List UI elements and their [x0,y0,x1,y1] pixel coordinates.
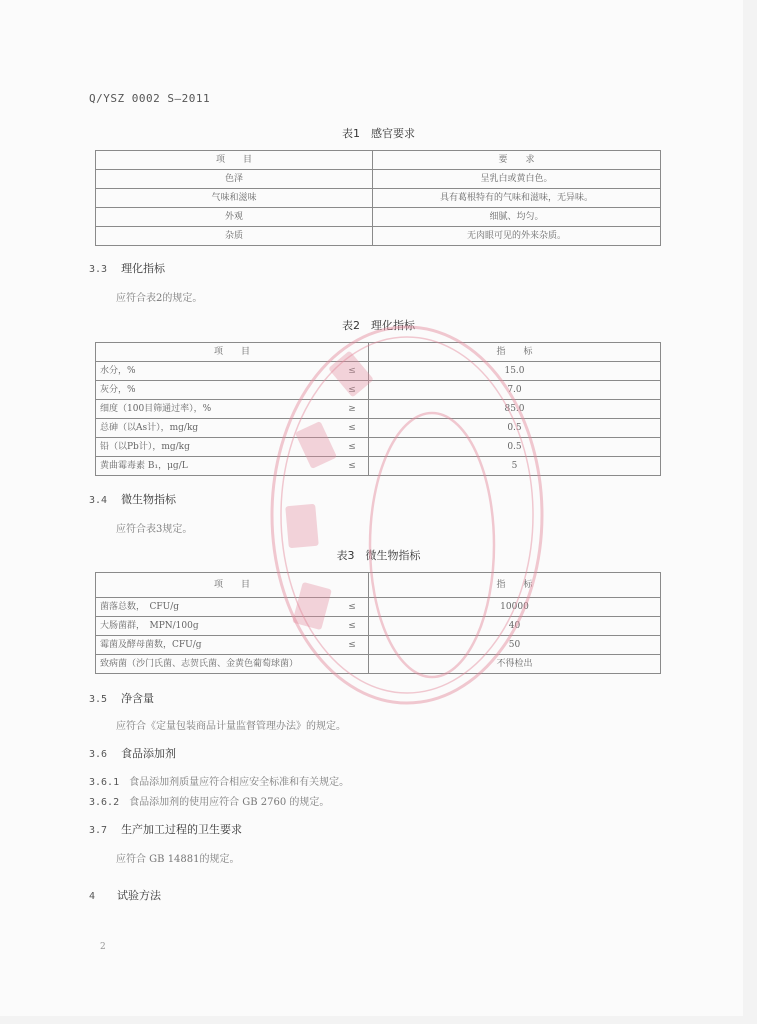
table3-cell-item: 致病菌（沙门氏菌、志贺氏菌、金黄色葡萄球菌） [96,655,337,674]
section-number: 3.7 [89,825,108,836]
section-number: 3.3 [89,264,108,275]
table2-cell-item: 水分，% [96,362,337,381]
table3-cell-operator: ≤ [336,598,369,617]
table3-header-row [96,573,661,598]
table1-header-item: 项 目 [96,151,373,170]
table-row [96,598,661,617]
table-row [96,170,661,189]
table2-cell-item: 铅（以Pb计），mg/kg [96,438,337,457]
section-3-5-text: 应符合《定量包装商品计量监督管理办法》的规定。 [116,721,346,732]
table-row [96,362,661,381]
section-3-4-text: 应符合表3规定。 [116,524,193,535]
table2-cell-operator: ≤ [336,362,369,381]
table3-cell-value: 50 [369,636,661,655]
table2 [95,342,661,476]
table-row [96,655,661,674]
table2-cell-operator: ≤ [336,419,369,438]
table2-header-index: 指 标 [369,343,661,362]
table3-cell-value: 40 [369,617,661,636]
table3-cell-operator: ≤ [336,617,369,636]
table-row [96,208,661,227]
table2-cell-item: 黄曲霉毒素 B₁，μg/L [96,457,337,476]
table3-caption: 表3 微生物指标 [336,549,421,562]
table-row [96,400,661,419]
section-3-6-heading [89,745,176,761]
table3-header-index: 指 标 [369,573,661,598]
table1-cell-requirement: 具有葛根特有的气味和滋味，无异味。 [373,189,661,208]
scan-edge-bottom [0,1016,757,1024]
section-text: 食品添加剂的使用应符合 GB 2760 的规定。 [129,797,330,808]
section-number: 3.6.1 [89,777,120,788]
table3-cell-item: 菌落总数， CFU/g [96,598,337,617]
table3-cell-item: 大肠菌群， MPN/100g [96,617,337,636]
table2-cell-operator: ≤ [336,438,369,457]
table1-cell-requirement: 呈乳白或黄白色。 [373,170,661,189]
section-3-6-2 [89,793,329,808]
table3-cell-operator: ≤ [336,636,369,655]
section-number: 3.5 [89,694,108,705]
table-row [96,617,661,636]
table1-cell-item: 外观 [96,208,373,227]
table1-header-requirement: 要 求 [373,151,661,170]
table2-cell-item: 灰分，% [96,381,337,400]
section-3-7-text: 应符合 GB 14881的规定。 [116,854,240,865]
table2-cell-value: 7.0 [369,381,661,400]
section-3-3-text: 应符合表2的规定。 [116,293,203,304]
table1-cell-requirement: 无肉眼可见的外来杂质。 [373,227,661,246]
standard-code: Q/YSZ 0002 S—2011 [89,92,211,105]
table-row [96,419,661,438]
section-title: 试验方法 [117,889,162,902]
scan-edge-right [743,0,757,1024]
table-row [96,457,661,476]
table1-cell-requirement: 细腻、均匀。 [373,208,661,227]
table3-cell-operator [336,655,369,674]
section-3-3-heading [89,260,165,276]
table2-cell-operator: ≤ [336,457,369,476]
table2-cell-value: 15.0 [369,362,661,381]
table-row [96,189,661,208]
table-row [96,636,661,655]
table3-cell-item: 霉菌及酵母菌数，CFU/g [96,636,337,655]
table2-cell-value: 0.5 [369,419,661,438]
table1-header-row [96,151,661,170]
table1-cell-item: 杂质 [96,227,373,246]
section-title: 净含量 [121,692,155,705]
section-title: 生产加工过程的卫生要求 [121,823,243,836]
page-number: 2 [100,942,106,952]
section-title: 食品添加剂 [121,747,177,760]
section-3-7-heading [89,821,242,837]
section-4-heading [89,887,161,903]
table-row [96,227,661,246]
section-text: 食品添加剂质量应符合相应安全标准和有关规定。 [129,777,350,788]
table2-cell-value: 85.0 [369,400,661,419]
table2-cell-operator: ≥ [336,400,369,419]
table1-cell-item: 色泽 [96,170,373,189]
table-row [96,381,661,400]
section-3-4-heading [89,491,176,507]
table-row [96,438,661,457]
table2-cell-value: 5 [369,457,661,476]
section-number: 3.6 [89,749,108,760]
section-3-6-1 [89,773,349,788]
section-number: 3.4 [89,495,108,506]
table1 [95,150,661,246]
table3-cell-value: 10000 [369,598,661,617]
table2-caption: 表2 理化指标 [342,319,415,332]
table2-cell-item: 总砷（以As计），mg/kg [96,419,337,438]
table2-cell-value: 0.5 [369,438,661,457]
table2-cell-operator: ≤ [336,381,369,400]
table3 [95,572,661,674]
section-title: 微生物指标 [121,493,177,506]
table2-header-row [96,343,661,362]
table1-cell-item: 气味和滋味 [96,189,373,208]
table3-header-item: 项 目 [96,573,369,598]
section-title: 理化指标 [121,262,166,275]
section-number: 4 [89,891,96,902]
table1-caption: 表1 感官要求 [342,127,415,140]
table2-header-item: 项 目 [96,343,369,362]
seal-glyph [285,504,319,548]
table3-cell-value: 不得检出 [369,655,661,674]
section-3-5-heading [89,690,154,706]
table2-cell-item: 细度（100目筛通过率），% [96,400,337,419]
section-number: 3.6.2 [89,797,120,808]
